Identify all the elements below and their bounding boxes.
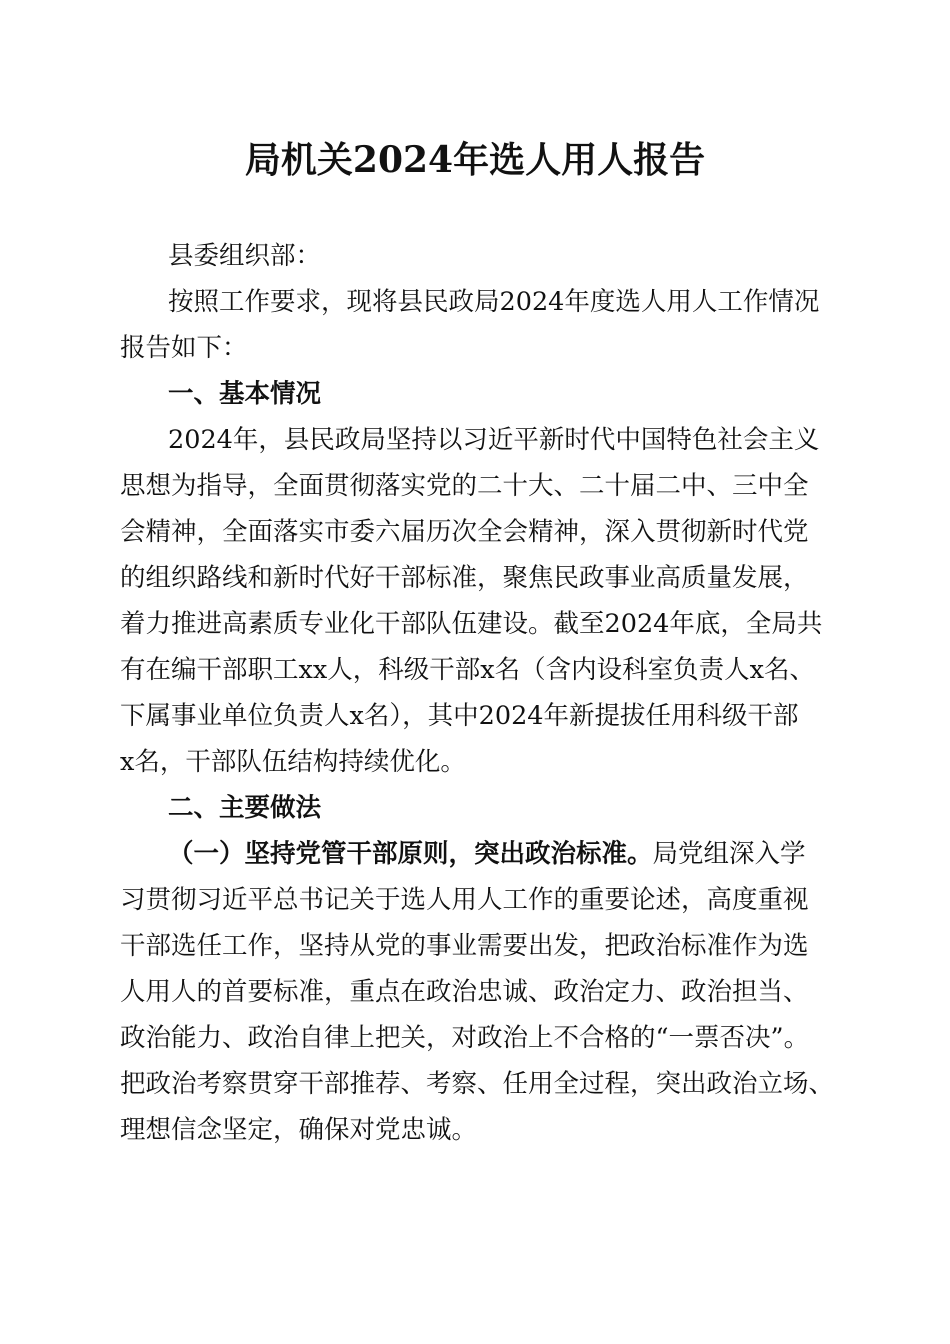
- intro-line: 报告如下：: [120, 333, 248, 363]
- document-title: 局机关2024年选人用人报告: [244, 139, 706, 181]
- paragraph-line: 人用人的首要标准，重点在政治忠诚、政治定力、政治担当、: [120, 977, 809, 1007]
- subsection-lead: （一）坚持党管干部原则，突出政治标准。: [168, 839, 653, 869]
- paragraph-line: x名，干部队伍结构持续优化。: [120, 747, 466, 777]
- paragraph-line: 2024年，县民政局坚持以习近平新时代中国特色社会主义: [168, 425, 820, 455]
- section-heading: 二、主要做法: [168, 793, 322, 823]
- paragraph-line: 把政治考察贯穿干部推荐、考察、任用全过程，突出政治立场、: [120, 1069, 835, 1099]
- intro-line: 按照工作要求，现将县民政局2024年度选人用人工作情况: [168, 287, 820, 317]
- salutation: 县委组织部：: [168, 241, 322, 271]
- paragraph-line: 干部选任工作，坚持从党的事业需要出发，把政治标准作为选: [120, 931, 809, 961]
- section-heading: 一、基本情况: [168, 379, 322, 409]
- paragraph-line: 政治能力、政治自律上把关，对政治上不合格的“一票否决”。: [120, 1023, 810, 1053]
- paragraph-line: 思想为指导，全面贯彻落实党的二十大、二十届二中、三中全: [120, 471, 809, 501]
- paragraph-line: 理想信念坚定，确保对党忠诚。: [120, 1115, 478, 1145]
- paragraph-line: 下属事业单位负责人x名），其中2024年新提拔任用科级干部: [120, 701, 799, 731]
- subsection-first-rest: 局党组深入学: [652, 839, 806, 869]
- paragraph-line: 着力推进高素质专业化干部队伍建设。截至2024年底，全局共: [120, 609, 823, 639]
- paragraph-line: 有在编干部职工xx人，科级干部x名（含内设科室负责人x名、: [120, 655, 816, 685]
- paragraph-line: 的组织路线和新时代好干部标准，聚焦民政事业高质量发展，: [120, 563, 809, 593]
- paragraph-line: 习贯彻习近平总书记关于选人用人工作的重要论述，高度重视: [120, 885, 809, 915]
- paragraph-line: 会精神，全面落实市委六届历次全会精神，深入贯彻新时代党: [120, 517, 809, 547]
- subsection-first-line: [168, 836, 806, 872]
